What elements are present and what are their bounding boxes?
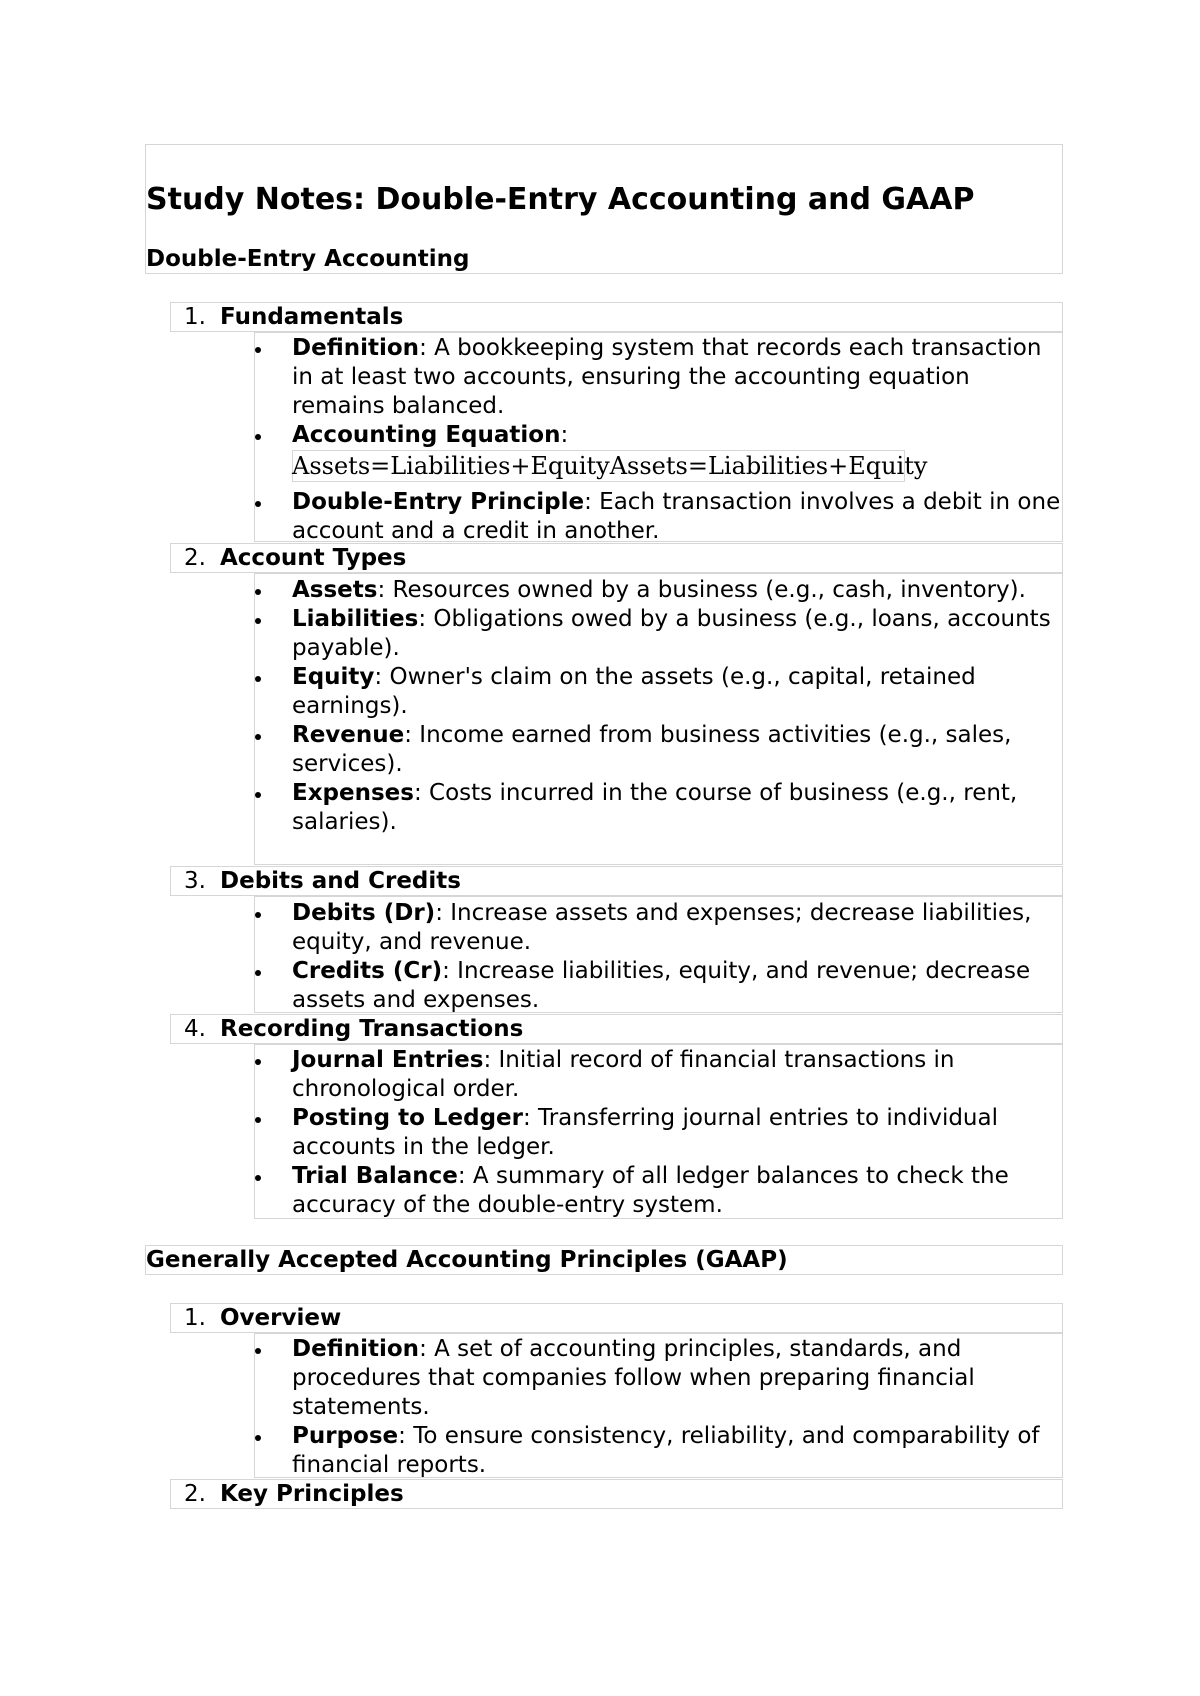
definition-text: : Costs incurred in the course of business (e.g., rent, salaries). (292, 780, 1018, 835)
term: Equity (292, 664, 375, 690)
item-label: Recording Transactions (220, 1016, 524, 1042)
definition-text: : Increase assets and expenses; decrease liabilities, equity, and revenue. (292, 900, 1032, 955)
list-item (254, 576, 1062, 605)
definition-text: : Obligations owed by a business (e.g., loans, accounts payable). (292, 606, 1051, 661)
term: Definition (292, 335, 420, 361)
list-item (254, 1335, 1062, 1422)
term: Double-Entry Principle (292, 489, 585, 515)
term: Journal Entries (292, 1047, 484, 1073)
accounting-equation: Assets=Liabilities+EquityAssets=Liabilities+Equity (292, 452, 928, 480)
item-number: 1. (184, 1305, 206, 1331)
term: Debits (Dr) (292, 900, 436, 926)
term: Definition (292, 1336, 420, 1362)
term: Accounting Equation (292, 422, 561, 448)
term: Purpose (292, 1423, 399, 1449)
numbered-heading-key-principles (170, 1479, 404, 1509)
item-label: Overview (220, 1305, 342, 1331)
definition-text: : A summary of all ledger balances to check the accuracy of the double-entry system. (292, 1163, 1009, 1218)
numbered-heading-fundamentals (170, 302, 403, 332)
list-item (254, 488, 1062, 546)
definition-text: : (560, 422, 569, 448)
item-number: 1. (184, 304, 206, 330)
list-item (254, 334, 1062, 421)
list-item (254, 663, 1062, 721)
term: Trial Balance (292, 1163, 458, 1189)
list-item (254, 1162, 1062, 1220)
numbered-heading-debits-credits (170, 866, 461, 896)
item-label: Debits and Credits (220, 868, 461, 894)
definition-text: : Transferring journal entries to individual accounts in the ledger. (292, 1105, 998, 1160)
item-number: 2. (184, 545, 206, 571)
term: Assets (292, 577, 378, 603)
term: Liabilities (292, 606, 419, 632)
list-item (254, 957, 1062, 1015)
numbered-heading-recording-transactions (170, 1014, 523, 1044)
list-item (254, 605, 1062, 663)
section-heading-gaap: Generally Accepted Accounting Principles (GAAP) (146, 1247, 788, 1273)
term: Expenses (292, 780, 414, 806)
item-number: 2. (184, 1481, 206, 1507)
list-item (254, 899, 1062, 957)
definition-text: : Each transaction involves a debit in one account and a credit in another. (292, 489, 1061, 544)
definition-text: : Owner's claim on the assets (e.g., capital, retained earnings). (292, 664, 976, 719)
bullet-list-recording-transactions (254, 1046, 1062, 1220)
list-item (254, 721, 1062, 779)
list-item (254, 1104, 1062, 1162)
item-number: 4. (184, 1016, 206, 1042)
bullet-list-account-types (254, 576, 1062, 837)
item-label: Key Principles (220, 1481, 404, 1507)
definition-text: : Resources owned by a business (e.g., cash, inventory). (377, 577, 1026, 603)
list-item (254, 779, 1062, 837)
item-label: Account Types (220, 545, 407, 571)
item-label: Fundamentals (220, 304, 404, 330)
list-item (254, 1422, 1062, 1480)
bullet-list-debits-credits (254, 899, 1062, 1015)
item-number: 3. (184, 868, 206, 894)
numbered-heading-overview (170, 1303, 341, 1333)
list-item (254, 1046, 1062, 1104)
page-title: Study Notes: Double-Entry Accounting and GAAP (146, 182, 975, 217)
definition-text: : Income earned from business activities (e.g., sales, services). (292, 722, 1012, 777)
list-item (254, 421, 1062, 450)
definition-text: : To ensure consistency, reliability, and comparability of financial reports. (292, 1423, 1040, 1478)
definition-text: : A bookkeeping system that records each transaction in at least two accounts, ensuring the accounting equation remains balanced. (292, 335, 1042, 419)
numbered-heading-account-types (170, 543, 406, 573)
bullet-list-overview (254, 1335, 1062, 1480)
definition-text: : Initial record of financial transactions in chronological order. (292, 1047, 955, 1102)
definition-text: : A set of accounting principles, standards, and procedures that companies follow when preparing financial statements. (292, 1336, 975, 1420)
term: Credits (Cr) (292, 958, 443, 984)
term: Revenue (292, 722, 405, 748)
definition-text: : Increase liabilities, equity, and revenue; decrease assets and expenses. (292, 958, 1031, 1013)
term: Posting to Ledger (292, 1105, 523, 1131)
section-heading-double-entry: Double-Entry Accounting (146, 246, 470, 272)
bullet-list-fundamentals (254, 334, 1062, 546)
